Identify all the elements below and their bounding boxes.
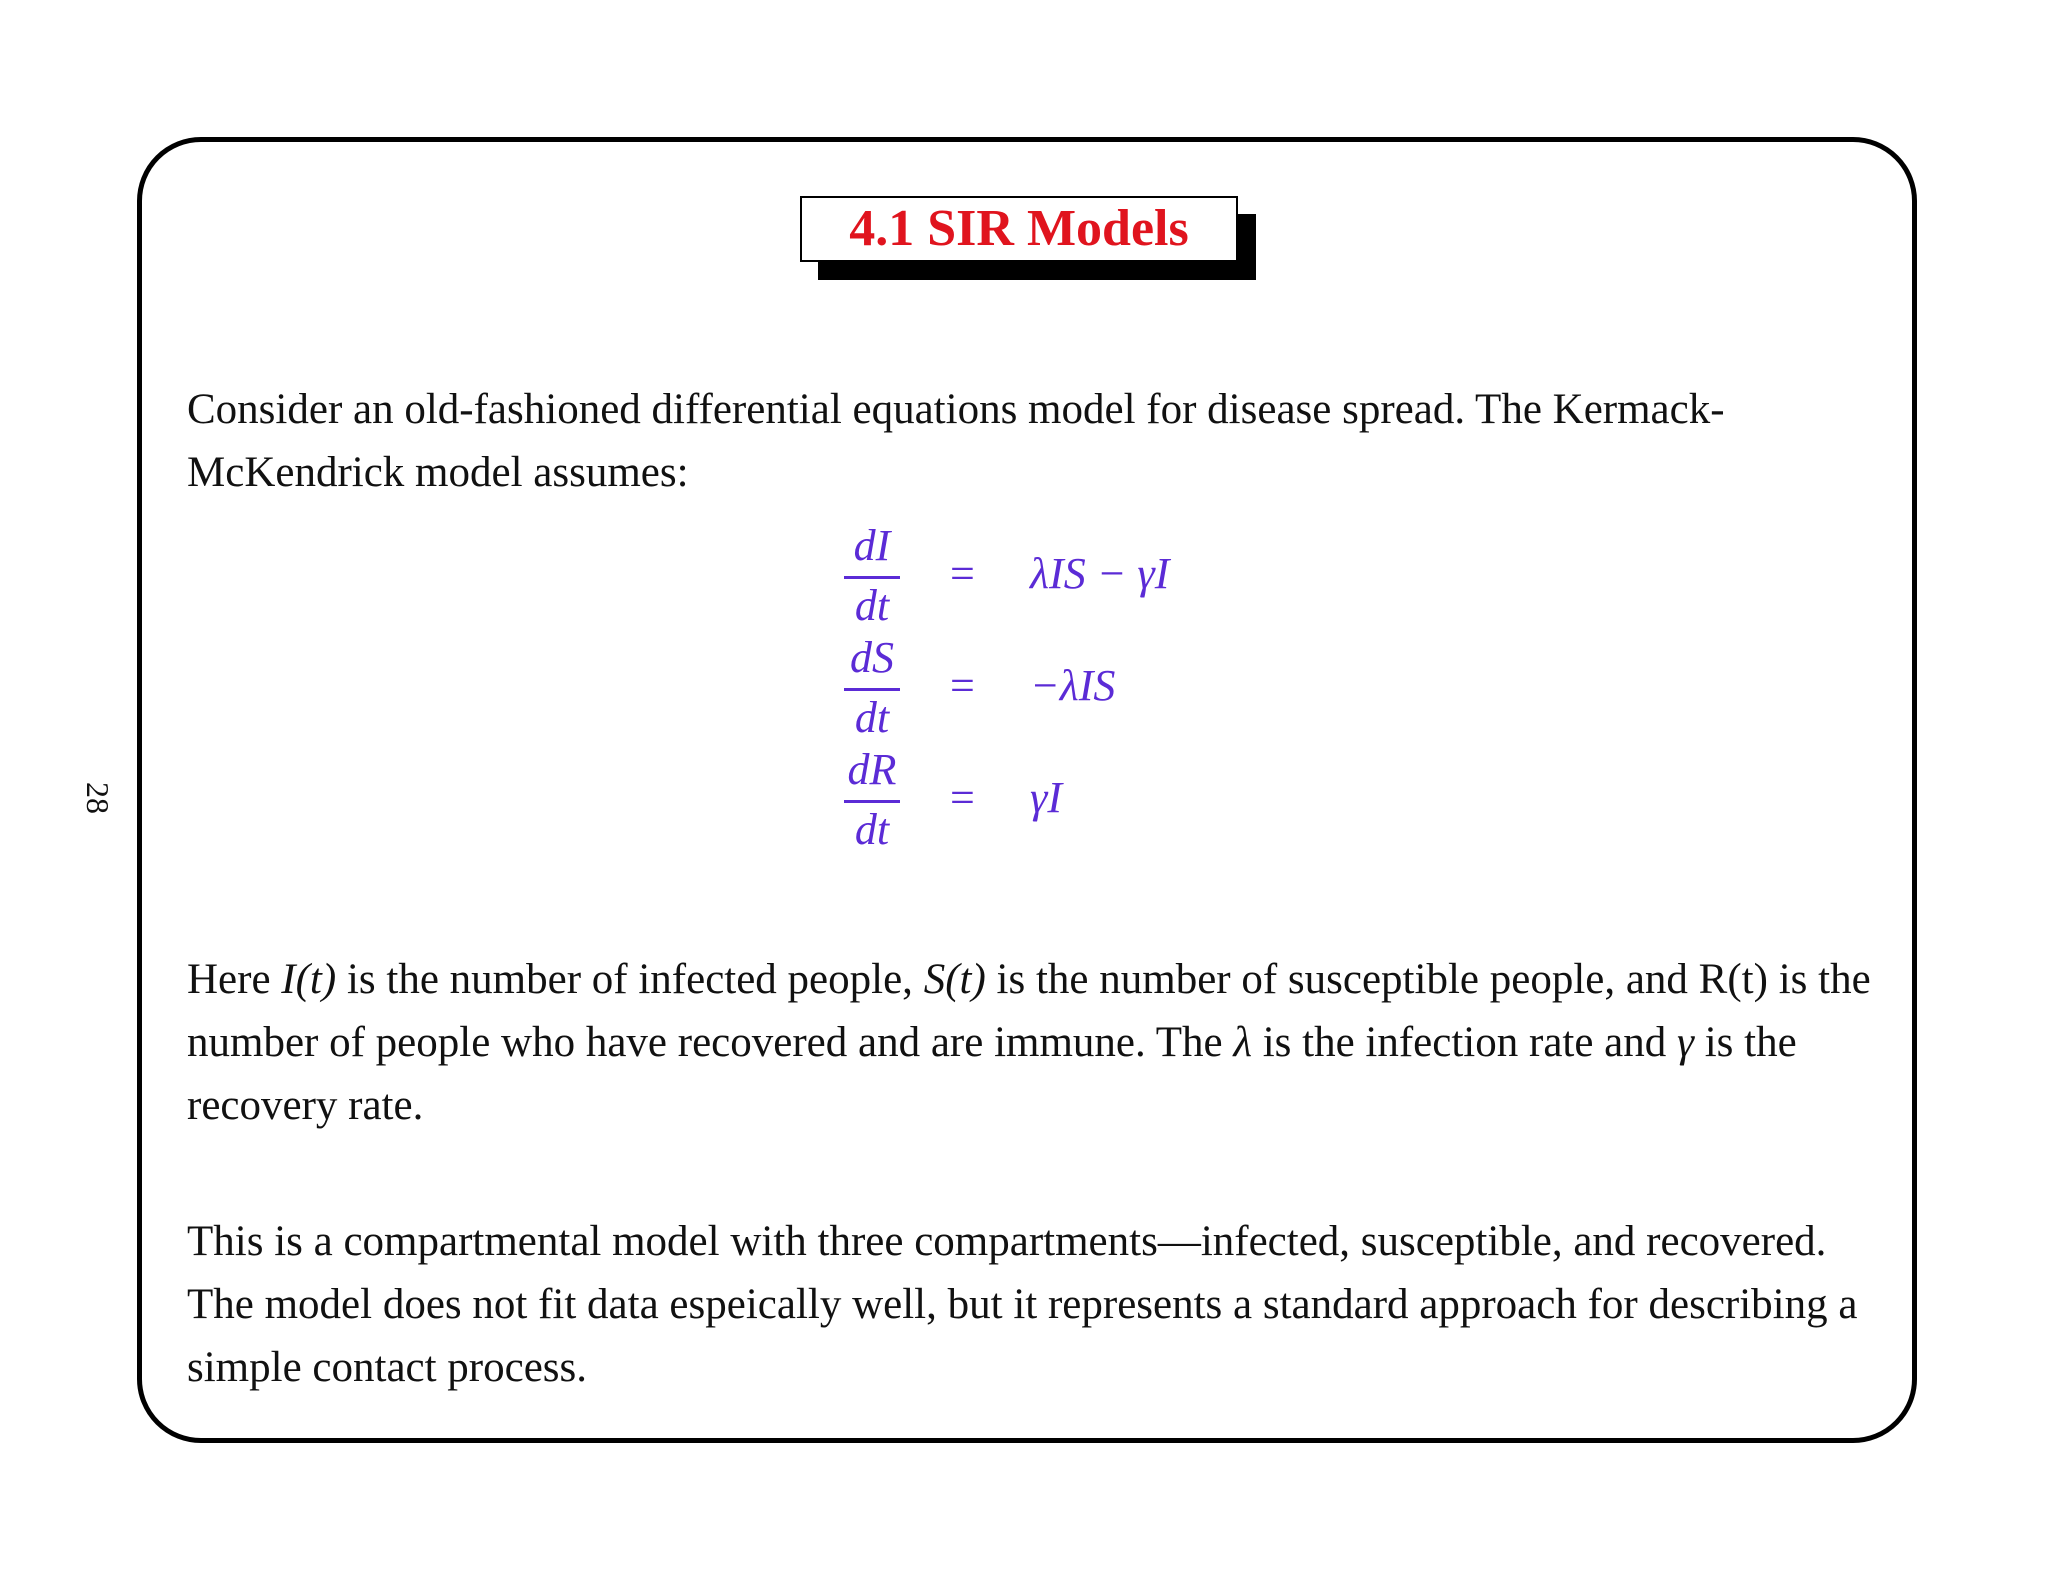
title-box bbox=[800, 196, 1238, 262]
equation-ds-dt bbox=[840, 632, 1340, 744]
text-run: is the recovery rate. bbox=[187, 1019, 1797, 1129]
math-lambda: λ bbox=[1233, 1019, 1252, 1066]
text-run: is the infection rate and bbox=[1251, 1019, 1678, 1066]
fraction-numerator: dR bbox=[847, 745, 897, 794]
equation-rhs: −λIS bbox=[1030, 661, 1116, 710]
slide-title: 4.1 SIR Models bbox=[849, 200, 1189, 257]
equals-sign: = bbox=[950, 549, 975, 598]
text-run: Here bbox=[187, 956, 282, 1003]
fraction-denominator: dt bbox=[854, 805, 890, 854]
derivative-fraction bbox=[840, 520, 904, 632]
slide-title-box bbox=[800, 196, 1256, 282]
variables-paragraph bbox=[187, 948, 1887, 1137]
derivative-fraction bbox=[840, 632, 904, 744]
text-run: is the number of infected people, bbox=[336, 956, 924, 1003]
compartmental-paragraph: This is a compartmental model with three compartments—infected, susceptible, and recovered. The model does not fit data espeically well, but it represents a standard approach for describing a simple contact process. bbox=[187, 1218, 1858, 1391]
text-run: is the number of susceptible people, and R(t) is the number of people who have recovered and are immune. The bbox=[187, 956, 1871, 1066]
fraction-bar bbox=[844, 688, 900, 691]
equation-rhs: λIS − γI bbox=[1030, 549, 1170, 598]
fraction-bar bbox=[844, 576, 900, 579]
equation-rhs: γI bbox=[1030, 773, 1062, 822]
math-i-of-t: I(t) bbox=[281, 956, 337, 1003]
math-s-of-t: S(t) bbox=[923, 956, 986, 1003]
intro-paragraph: Consider an old-fashioned differential equations model for disease spread. The Kermack-McKendrick model assumes: bbox=[187, 386, 1725, 496]
math-gamma: γ bbox=[1677, 1019, 1694, 1066]
equation-dr-dt bbox=[840, 744, 1340, 856]
sir-equations bbox=[840, 520, 1340, 854]
derivative-fraction bbox=[840, 744, 904, 856]
equals-sign: = bbox=[950, 661, 975, 710]
fraction-bar bbox=[844, 800, 900, 803]
fraction-numerator: dS bbox=[850, 633, 894, 682]
equals-sign: = bbox=[950, 773, 975, 822]
page-number: 28 bbox=[80, 782, 116, 814]
fraction-denominator: dt bbox=[854, 581, 890, 630]
fraction-numerator: dI bbox=[853, 521, 891, 570]
fraction-denominator: dt bbox=[854, 693, 890, 742]
equation-di-dt bbox=[840, 520, 1340, 632]
